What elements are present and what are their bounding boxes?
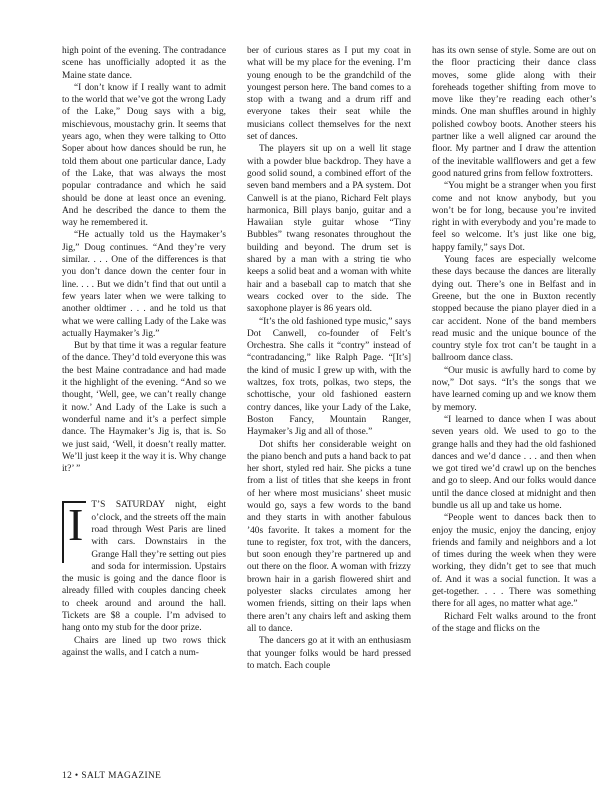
- drop-cap: I: [62, 501, 86, 563]
- paragraph: has its own sense of style. Some are out on the floor practicing their dance class moves, some glide along with their foreheads together shifting from move to move like they’re reading each other’s minds. One man shuffles around in highly polished cowboy boots. Another steers his partner like a well aligned car around the floor. My partner and I draw the attention of the inevitable wallflowers and get a few good natured grins from fellow foxtrotters.: [432, 46, 596, 179]
- page-footer: 12 • SALT MAGAZINE: [62, 771, 162, 781]
- column-1: [62, 45, 226, 659]
- paragraph: “I don’t know if I really want to admit to the world that we’ve got the wrong Lady of the Lake,” Doug says with a big, mischievous, moustachy grin. It seems that years ago, when they were talking to Otto Soper about how dances should be run, he told them about one particular dance, Lady of the Lake, that was always the most popular contradance and which he said should be done at least once an evening. And he described the dance to them the way he remembered it.: [62, 82, 226, 229]
- paragraph: “You might be a stranger when you first come and not know anybody, but you won’t be for long, because you’re invited right in with everybody and you’re made to feel so welcome. It’s just like one big, happy family,” says Dot.: [432, 181, 596, 253]
- opening-text: T’S SATURDAY night, eight o’clock, and the streets off the main road through West Paris are lined with cars. Downstairs in the Grange Hall they’re setting out pies and soda for intermission. Upstairs the music is going and the dance floor is already filled with couples dancing cheek to cheek around and around the hall. Tickets are $8 a couple. I’m advised to hang onto my stub for the door prize.: [62, 500, 226, 634]
- paragraph: The dancers go at it with an enthusiasm that younger folks would be hard pressed to match. Each couple: [247, 636, 411, 671]
- paragraph: Richard Felt walks around to the front of the stage and flicks on the: [432, 611, 596, 634]
- paragraph: Dot shifts her considerable weight on the piano bench and puts a hand back to pat her short, styled red hair. She picks a tune from a list of titles that she keeps in front of her where most musicians’ sheet music would go, says a few words to the band and they starts in with another fabulous ’40s favorite. It takes a moment for the tune to register, fox trot, with the dancers, but soon enough they’re partnered up and out there on the floor. A woman with frizzy brown hair in a garish flowered shirt and polyester slacks circulates among her women friends, sitting on their laps when there aren’t any chairs left and asking them all to dance.: [247, 439, 411, 634]
- paragraph: “Our music is awfully hard to come by now,” Dot says. “It’s the songs that we have learned coming up and we know them by memory.: [432, 365, 596, 413]
- column-3: [432, 45, 596, 635]
- column-2: [247, 45, 411, 672]
- paragraph: But by that time it was a regular feature of the dance. They’d told everyone this was the best Maine contradance and had made it the highlight of the evening. “And so we thought, ‘Well, gee, we can’t really change it now.’ And Lady of the Lake is such a wonderful name and it’s a perfect simple dance. The Haymaker’s Jig is, that is. So we just said, ‘Well, it doesn’t really matter. We’ll just keep it the way it is. Why change it?’ ”: [62, 341, 226, 475]
- paragraph: Chairs are lined up two rows thick against the walls, and I catch a num-: [62, 635, 226, 658]
- section-opening: [62, 499, 226, 634]
- paragraph: Young faces are especially welcome these days because the dances are literally dying out. There’s one in Belfast and in Greene, but the one in Buxton recently stopped because the piano player died in a car accident. None of the band members read music and the unique bounce of the country style fox trot can’t be taught in a ballroom dance class.: [432, 255, 596, 364]
- paragraph: ber of curious stares as I put my coat in what will be my place for the evening. I’m young enough to be the grandchild of the youngest person here. The band comes to a stop with a twang and a drum riff and everyone takes their seat while the musicians collect themselves for the next set of dances.: [247, 46, 411, 143]
- paragraph: high point of the evening. The contradance scene has unofficially adopted it as the Maine state dance.: [62, 46, 226, 81]
- paragraph: “People went to dances back then to enjoy the music, enjoy the dancing, enjoy friends and family and neighbors and a lot of times during the week when they were working, they didn’t get to see that much of. And it was a social function. It was a get-together. . . . There was something there for all ages, no matter what age.”: [432, 513, 596, 610]
- paragraph: The players sit up on a well lit stage with a powder blue backdrop. They have a good solid sound, a combined effort of the seven band members and a PA system. Dot Canwell is at the piano, Richard Felt plays harmonica, Bill plays banjo, guitar and a Hawaiian style guitar whose “Tiny Bubbles” twang resonates throughout the building and beyond. The drum set is shared by a man with a string tie who keeps a solid beat and a woman with white hair and a baseball cap to match that she wears cocked over to the side. The saxophone player is 86 years old.: [247, 144, 411, 315]
- paragraph: “I learned to dance when I was about seven years old. We used to go to the grange halls and they had the old fashioned dances and we’d dance . . . and then when we got tired we’d crawl up on the benches and go to sleep. And our folks would dance until the dance closed at midnight and then bundle us all up and take us home.: [432, 414, 596, 511]
- paragraph: “He actually told us the Haymaker’s Jig,” Doug continues. “And they’re very similar. . . . One of the differences is that you don’t dance down the center four in line. . . . But we didn’t find that out until a few years later when we were talking to another oldtimer . . . and he told us that what we were calling Lady of the Lake was actually Haymaker’s Jig.”: [62, 230, 226, 339]
- paragraph: “It’s the old fashioned type music,” says Dot Canwell, co-founder of Felt’s Orchestra. She calls it “contry” instead of “contradancing,” like Ralph Page. “[It’s] the kind of music I grew up with, with the waltzes, fox trots, polkas, two steps, the schottische, your old fashioned eastern contry dances, like your Lady of the Lake, Boston Fancy, Mountain Ranger, Haymaker’s Jig and all of those.”: [247, 316, 411, 438]
